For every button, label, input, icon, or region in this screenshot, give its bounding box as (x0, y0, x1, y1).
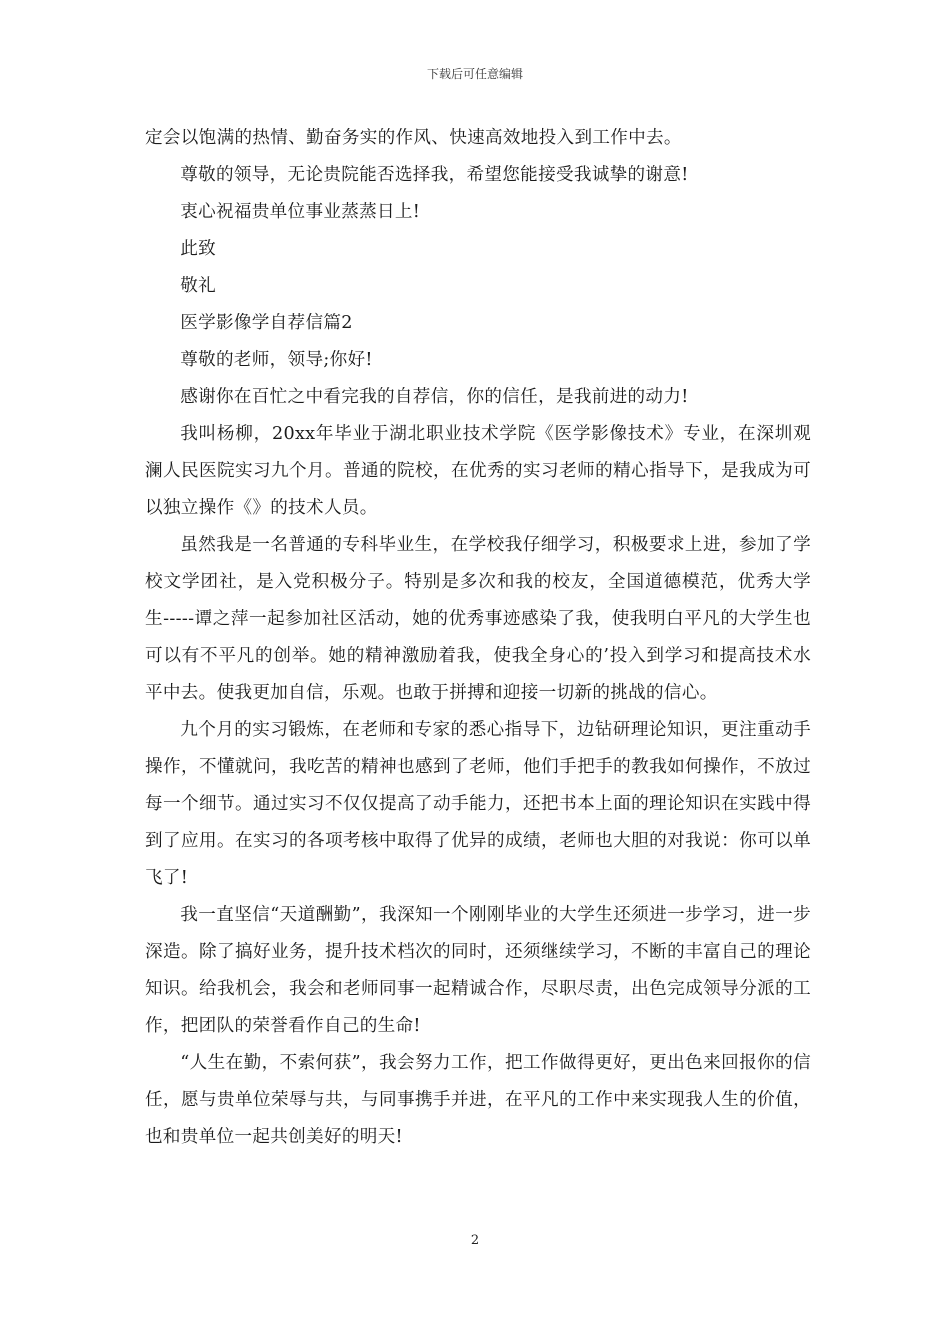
paragraph: 我叫杨柳，20xx年毕业于湖北职业技术学院《医学影像技术》专业，在深圳观澜人民医院实习九个月。普通的院校，在优秀的实习老师的精心指导下，是我成为可以独立操作《》的技术人员。 (145, 424, 811, 518)
paragraph: 尊敬的领导，无论贵院能否选择我，希望您能接受我诚挚的谢意! (180, 165, 689, 185)
paragraph: 此致 (180, 239, 216, 259)
document-body (145, 120, 811, 1156)
paragraph: 我一直坚信“天道酬勤”，我深知一个刚刚毕业的大学生还须进一步学习，进一步深造。除了搞好业务，提升技术档次的同时，还须继续学习，不断的丰富自己的理论知识。给我机会，我会和老师同事一起精诚合作，尽职尽责，出色完成领导分派的工作，把团队的荣誉看作自己的生命! (145, 905, 811, 1036)
paragraph: 感谢你在百忙之中看完我的自荐信，你的信任，是我前进的动力! (180, 387, 689, 407)
paragraph: 虽然我是一名普通的专科毕业生，在学校我仔细学习，积极要求上进，参加了学校文学团社，是入党积极分子。特别是多次和我的校友，全国道德模范，优秀大学生-----谭之萍一起参加社区活动，她的优秀事迹感染了我，使我明白平凡的大学生也可以有不平凡的创举。她的精神激励着我，使我全身心的’投入到学习和提高技术水平中去。使我更加自信，乐观。也敢于拼搏和迎接一切新的挑战的信心。 (145, 535, 811, 703)
paragraph: 尊敬的老师，领导;你好! (180, 350, 373, 370)
section-title: 医学影像学自荐信篇2 (180, 313, 353, 333)
paragraph: 九个月的实习锻炼，在老师和专家的悉心指导下，边钻研理论知识，更注重动手操作，不懂就问，我吃苦的精神也感到了老师，他们手把手的教我如何操作，不放过每一个细节。通过实习不仅仅提高了动手能力，还把书本上面的理论知识在实践中得到了应用。在实习的各项考核中取得了优异的成绩，老师也大胆的对我说：你可以单飞了! (145, 720, 811, 888)
page-number: 2 (470, 1233, 480, 1248)
paragraph: 衷心祝福贵单位事业蒸蒸日上! (180, 202, 421, 222)
paragraph: “人生在勤，不索何获”，我会努力工作，把工作做得更好，更出色来回报你的信任，愿与贵单位荣辱与共，与同事携手并进，在平凡的工作中来实现我人生的价值，也和贵单位一起共创美好的明天! (145, 1053, 811, 1147)
paragraph: 敬礼 (180, 276, 216, 296)
page-header: 下载后可任意编辑 (426, 67, 523, 81)
paragraph: 定会以饱满的热情、勤奋务实的作风、快速高效地投入到工作中去。 (145, 128, 682, 148)
